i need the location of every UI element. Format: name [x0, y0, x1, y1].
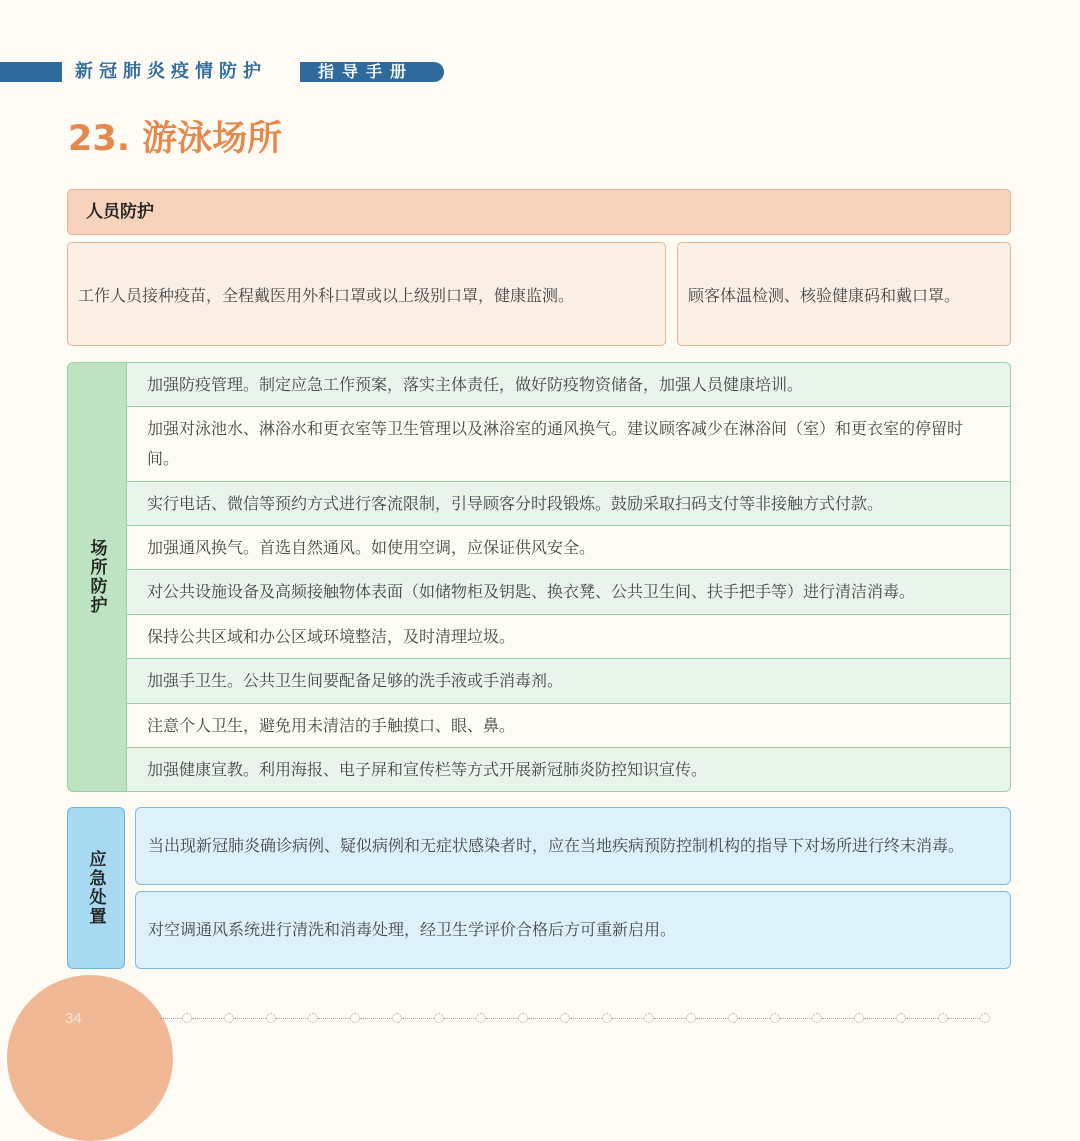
emergency-label: 应急处置 [67, 807, 125, 969]
emergency-item-text: 对空调通风系统进行清洗和消毒处理，经卫生学评价合格后方可重新启用。 [148, 920, 677, 939]
list-item [127, 482, 1010, 526]
page-number-circle [7, 975, 173, 1141]
staff-item-text: 顾客体温检测、核验健康码和戴口罩。 [688, 285, 961, 305]
site-protection-label: 场所防护 [86, 539, 107, 615]
emergency-item-terminal-disinfection [135, 807, 1011, 885]
emergency-item-text: 当出现新冠肺炎确诊病例、疑似病例和无症状感染者时，应在当地疾病预防控制机构的指导下对场所进行终末消毒。 [148, 836, 965, 855]
page-title: 23. 游泳场所 [68, 119, 283, 159]
list-item [127, 659, 1010, 704]
list-item-text: 注意个人卫生，避免用未清洁的手触摸口、眼、鼻。 [147, 715, 516, 735]
list-item [127, 615, 1010, 659]
list-item [127, 526, 1010, 570]
list-item-text: 加强健康宣教。利用海报、电子屏和宣传栏等方式开展新冠肺炎防控知识宣传。 [147, 759, 708, 779]
footer-dotted-divider [160, 1012, 1020, 1024]
header-bar-decoration [0, 62, 62, 82]
site-protection-section [67, 362, 1011, 792]
list-item-text: 加强对泳池水、淋浴水和更衣室等卫生管理以及淋浴室的通风换气。建议顾客减少在淋浴间（室）和更衣室的停留时间。 [147, 419, 964, 468]
brand-title: 新冠肺炎疫情防护 [75, 61, 267, 82]
staff-protection-item-customers [677, 242, 1011, 346]
list-item [127, 704, 1010, 748]
list-item-text: 加强通风换气。首选自然通风。如使用空调，应保证供风安全。 [147, 537, 596, 557]
list-item-text: 保持公共区域和办公区域环境整洁，及时清理垃圾。 [147, 626, 516, 646]
list-item-text: 加强防疫管理。制定应急工作预案，落实主体责任，做好防疫物资储备，加强人员健康培训。 [147, 374, 804, 394]
staff-protection-heading: 人员防护 [67, 189, 1011, 235]
site-protection-list [126, 363, 1010, 791]
staff-protection-item-workers [67, 242, 666, 346]
list-item-text: 实行电话、微信等预约方式进行客流限制，引导顾客分时段锻炼。鼓励采取扫码支付等非接触方式付款。 [147, 493, 884, 513]
page-number: 34 [65, 1010, 82, 1027]
list-item-text: 加强手卫生。公共卫生间要配备足够的洗手液或手消毒剂。 [147, 671, 564, 690]
list-item-text: 对公共设施设备及高频接触物体表面（如储物柜及钥匙、换衣凳、公共卫生间、扶手把手等）进行清洁消毒。 [147, 582, 916, 601]
list-item [127, 407, 1010, 482]
list-item [127, 363, 1010, 407]
emergency-item-air-conditioning [135, 891, 1011, 969]
staff-item-text: 工作人员接种疫苗，全程戴医用外科口罩或以上级别口罩，健康监测。 [78, 285, 575, 305]
list-item [127, 748, 1010, 791]
guide-badge: 指导手册 [300, 62, 444, 82]
list-item [127, 570, 1010, 615]
